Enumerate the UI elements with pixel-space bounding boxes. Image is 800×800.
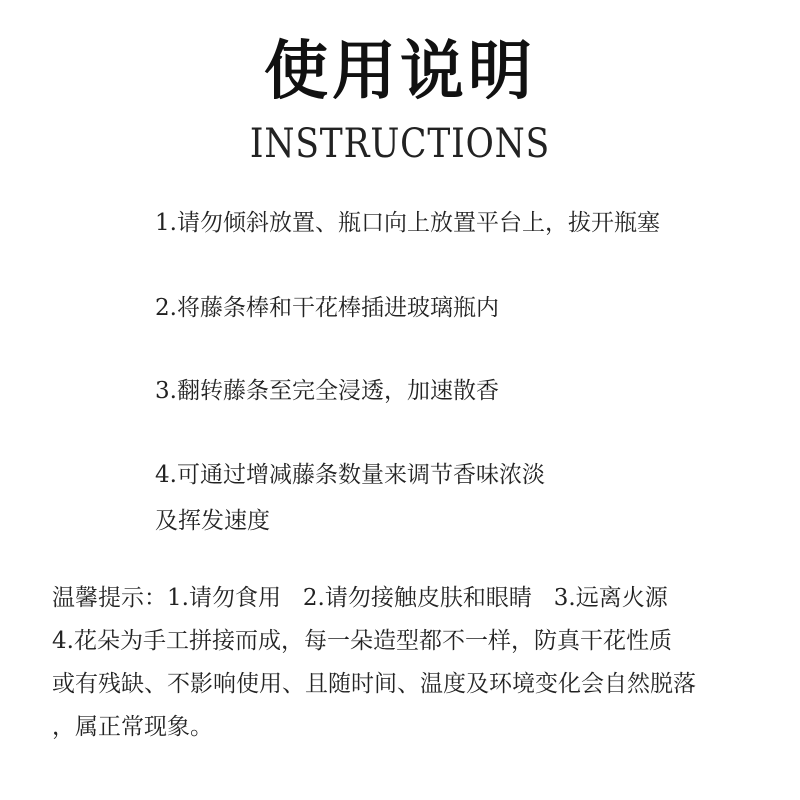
- step-1-line-1: 1.请勿倾斜放置、瓶口向上放置平台上，拔开瓶塞: [155, 210, 660, 236]
- step-4-line-2: 及挥发速度: [155, 508, 270, 534]
- step-3-line-1: 3.翻转藤条至完全浸透，加速散香: [155, 378, 499, 404]
- instruction-step-3: [155, 368, 499, 414]
- warm-tips: [52, 577, 696, 749]
- tips-line-1: 温馨提示：1.请勿食用 2.请勿接触皮肤和眼睛 3.远离火源: [52, 585, 668, 611]
- step-2-line-1: 2.将藤条棒和干花棒插进玻璃瓶内: [155, 295, 499, 321]
- tips-line-2: 4.花朵为手工拼接而成，每一朵造型都不一样，防真干花性质: [52, 628, 672, 654]
- tips-line-4: ，属正常现象。: [52, 714, 213, 740]
- instruction-step-4: [155, 452, 545, 544]
- instruction-step-1: [155, 200, 660, 246]
- tips-line-3: 或有残缺、不影响使用、且随时间、温度及环境变化会自然脱落: [52, 671, 696, 697]
- step-4-line-1: 4.可通过增减藤条数量来调节香味浓淡: [155, 462, 545, 488]
- instruction-step-2: [155, 285, 499, 331]
- page-subtitle: INSTRUCTIONS: [249, 121, 551, 167]
- page-title: 使用说明: [264, 35, 536, 109]
